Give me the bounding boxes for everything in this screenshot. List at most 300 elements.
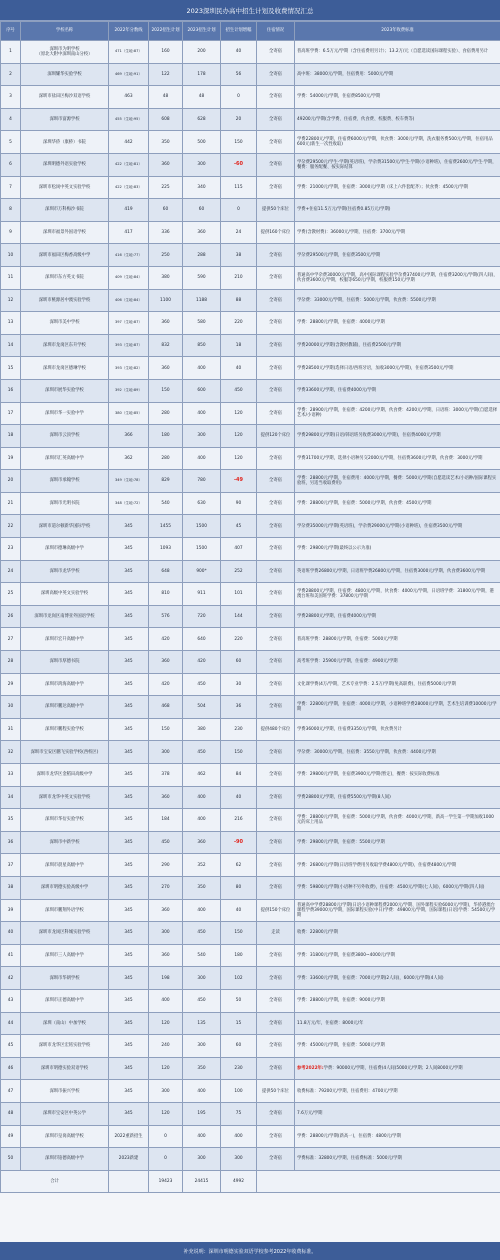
plan-increase: 216 — [221, 809, 257, 832]
column-header: 2022招生计划 — [149, 22, 183, 41]
total-empty — [257, 1170, 500, 1193]
fee-standard: 文化课学费(4万/学期，艺术专业学费：2.5万/学期(免高职费)，住宿费5000元/学期 — [295, 673, 500, 696]
plan-2022: 0 — [149, 1125, 183, 1148]
fee-standard: 学费：31800元/学期，住宿费3800~4000元/学期 — [295, 944, 500, 967]
column-header: 2022年分数线 — [109, 22, 149, 41]
fee-standard: 学费：28800元/学期，住宿费：5000元/学期，伙食费：4500元/学期 — [295, 492, 500, 515]
plan-increase: 220 — [221, 628, 257, 651]
school-name: 深圳明德外语实验学校 — [21, 153, 109, 176]
score-2022: 419 — [109, 199, 149, 222]
boarding: 全寄宿 — [257, 334, 295, 357]
table-row — [1, 1080, 500, 1103]
plan-2023: 780 — [183, 470, 221, 493]
fee-standard: 学费36000元/学期，住宿费3350元/学期，伙食费另计 — [295, 718, 500, 741]
table-row — [1, 1057, 500, 1080]
school-name: 深圳市龙华区宏铭实验学校 — [21, 1035, 109, 1058]
score-2022: 416（生地:77） — [109, 244, 149, 267]
fee-standard: 学费：29800元/学期(最终以公示为准) — [295, 538, 500, 561]
plan-increase: 220 — [221, 312, 257, 335]
score-2022: 345 — [109, 538, 149, 561]
table-row — [1, 876, 500, 899]
table-row — [1, 153, 500, 176]
school-name: 深圳市美中学校 — [21, 312, 109, 335]
plan-2023: 350 — [183, 1057, 221, 1080]
plan-2023: 420 — [183, 651, 221, 674]
plan-increase: 120 — [221, 402, 257, 425]
plan-2023: 400 — [183, 1125, 221, 1148]
fee-standard: 学费：28800元/学期，住宿费：9000元/学期 — [295, 989, 500, 1012]
plan-2022: 225 — [149, 176, 183, 199]
school-name: 深圳（南山）中加学校 — [21, 1012, 109, 1035]
school-name: 深圳市皇岗高级学校 — [21, 1125, 109, 1148]
school-name: 深圳市龙华区金稻田高级中学 — [21, 764, 109, 787]
school-name: 深圳市明德实验双语学校 — [21, 1057, 109, 1080]
row-number: 46 — [1, 1057, 21, 1080]
score-2022: 345 — [109, 1080, 149, 1103]
school-name: 深圳市桃源居中澳实验学校 — [21, 289, 109, 312]
score-2022: 345 — [109, 1102, 149, 1125]
table-row — [1, 199, 500, 222]
row-number: 14 — [1, 334, 21, 357]
plan-2023: 850 — [183, 334, 221, 357]
fee-standard: 学费：28800元/学期(新高一)，住宿费：4800元/学期 — [295, 1125, 500, 1148]
plan-2023: 135 — [183, 1012, 221, 1035]
plan-2023: 300 — [183, 1148, 221, 1171]
row-number: 34 — [1, 786, 21, 809]
plan-2022: 184 — [149, 809, 183, 832]
school-name: 深圳华侨（康桥）书院 — [21, 131, 109, 154]
boarding: 走读 — [257, 922, 295, 945]
plan-2023: 400 — [183, 447, 221, 470]
fee-standard: 学费31700元/学期，选择小语种另交2000元/学期，住宿费3600元/学期，伙食费：3000元/学期 — [295, 447, 500, 470]
plan-increase: 40 — [221, 357, 257, 380]
total-2022: 19423 — [149, 1170, 183, 1193]
plan-2022: 360 — [149, 899, 183, 922]
school-name: 深圳高级中英文实验学校 — [21, 583, 109, 606]
row-number: 47 — [1, 1080, 21, 1103]
boarding: 全寄宿 — [257, 108, 295, 131]
row-number: 12 — [1, 289, 21, 312]
school-name: 深圳市富源学校 — [21, 108, 109, 131]
plan-increase: 120 — [221, 447, 257, 470]
row-number: 17 — [1, 402, 21, 425]
table-row — [1, 786, 500, 809]
score-2022: 362 — [109, 447, 149, 470]
fee-standard: 学费：29800元/学期，住宿费3900元/学期(暂定)，餐费：按实际收费标准 — [295, 764, 500, 787]
row-number: 30 — [1, 696, 21, 719]
score-2022: 345 — [109, 1012, 149, 1035]
row-number: 16 — [1, 379, 21, 402]
boarding: 全寄宿 — [257, 944, 295, 967]
table-row — [1, 108, 500, 131]
plan-2023: 450 — [183, 673, 221, 696]
table-row — [1, 1125, 500, 1148]
plan-2022: 360 — [149, 651, 183, 674]
boarding: 全寄宿 — [257, 1035, 295, 1058]
school-name: 深圳市华一实验中学 — [21, 402, 109, 425]
boarding: 全寄宿 — [257, 583, 295, 606]
fee-standard: 普高班学费：28800元/学期，住宿费：5000元/学期 — [295, 628, 500, 651]
table-row — [1, 628, 500, 651]
plan-increase: 101 — [221, 583, 257, 606]
plan-2023: 600 — [183, 379, 221, 402]
plan-2022: 1093 — [149, 538, 183, 561]
plan-2022: 300 — [149, 741, 183, 764]
plan-2022: 280 — [149, 402, 183, 425]
table-row — [1, 967, 500, 990]
plan-2023: 630 — [183, 492, 221, 515]
school-name: 深圳市松岗中英文实验学校 — [21, 176, 109, 199]
score-2022: 393（生地:87） — [109, 334, 149, 357]
plan-2023: 48 — [183, 86, 221, 109]
plan-2023: 900* — [183, 560, 221, 583]
boarding: 提供160个床位 — [257, 221, 295, 244]
table-row — [1, 673, 500, 696]
table-row — [1, 492, 500, 515]
school-name: 深圳市华朗学校 — [21, 967, 109, 990]
plan-increase: 38 — [221, 244, 257, 267]
plan-2023: 288 — [183, 244, 221, 267]
boarding: 全寄宿 — [257, 809, 295, 832]
plan-2022: 60 — [149, 199, 183, 222]
table-row — [1, 266, 500, 289]
plan-increase: 450 — [221, 379, 257, 402]
fee-standard: 高中班：38000元/学期，住宿费用：5000元/学期 — [295, 63, 500, 86]
school-name: 深圳市龙华中英文实验学校 — [21, 786, 109, 809]
fee-standard: 学费28800元/学期，住宿费4000元/学期 — [295, 605, 500, 628]
fee-standard: 学费：21000元/学期，住宿费：3000元/学期（床上六件套配齐）；伙食费：4500元/学期 — [295, 176, 500, 199]
school-name: 深圳市龙岗区科城实验学校 — [21, 922, 109, 945]
plan-2022: 290 — [149, 854, 183, 877]
boarding: 全寄宿 — [257, 41, 295, 64]
plan-2022: 829 — [149, 470, 183, 493]
plan-increase: 18 — [221, 334, 257, 357]
fee-standard: 学费标准：32800元/学期，住宿费标准：5000元/学期 — [295, 1148, 500, 1171]
plan-2023: 540 — [183, 944, 221, 967]
score-2022: 345 — [109, 831, 149, 854]
fee-standard: 49200元/学期(含学费、住宿费、伙食费、校服费、校车费等) — [295, 108, 500, 131]
fee-standard: 学费22800元/学期，住宿费6000元/学期，伙食费：3000元/学期，洗衣服务费500元/学期，住宿用品600元(新生一次性收取) — [295, 131, 500, 154]
plan-2023: 580 — [183, 312, 221, 335]
plan-2023: 200 — [183, 41, 221, 64]
plan-2023: 350 — [183, 876, 221, 899]
table-row — [1, 560, 500, 583]
boarding: 全寄宿 — [257, 86, 295, 109]
plan-2022: 120 — [149, 1012, 183, 1035]
row-number: 38 — [1, 876, 21, 899]
boarding: 全寄宿 — [257, 854, 295, 877]
school-name: 深圳市厚德书院 — [21, 651, 109, 674]
plan-increase: 300 — [221, 1148, 257, 1171]
plan-increase: 40 — [221, 786, 257, 809]
plan-increase: 40 — [221, 41, 257, 64]
plan-2023: 462 — [183, 764, 221, 787]
fee-standard: 学费28800元/学期，住宿费：4800元/学期，伙食费：4000元/学期，日语班学费：31800元/学期，港澳台班和美国班学费：37800元/学期 — [295, 583, 500, 606]
fee-standard: 学费20000元/学期(含教材教辅)，住宿费2500元/学期 — [295, 334, 500, 357]
row-number: 32 — [1, 741, 21, 764]
table-row — [1, 651, 500, 674]
fee-standard: 学杂费：33000元/学期，住宿费：5000元/学期，伙食费：5500元/学期 — [295, 289, 500, 312]
score-2022: 469（生地:91） — [109, 63, 149, 86]
plan-2023: 300 — [183, 425, 221, 448]
school-name: 深圳耀华实验学校 — [21, 63, 109, 86]
fee-standard: 参考2022年:学费：90000元/学期，住宿费(4人间)5000元/学期；2人间8000元/学期 — [295, 1057, 500, 1080]
plan-2022: 300 — [149, 1080, 183, 1103]
plan-2023: 640 — [183, 628, 221, 651]
boarding: 全寄宿 — [257, 131, 295, 154]
school-name: 深圳市鹏程实验学校 — [21, 718, 109, 741]
score-2022: 345 — [109, 628, 149, 651]
fee-standard: 学费33600元/学期，住宿费4000元/学期 — [295, 379, 500, 402]
fee-standard: 学费：54000元/学期，住宿费8500元/学期 — [295, 86, 500, 109]
table-row — [1, 831, 500, 854]
row-number: 26 — [1, 605, 21, 628]
school-name: 深圳市光明书院 — [21, 492, 109, 515]
row-number: 20 — [1, 470, 21, 493]
plan-increase: -90 — [221, 831, 257, 854]
plan-2022: 150 — [149, 379, 183, 402]
table-row — [1, 764, 500, 787]
table-body — [1, 41, 500, 1193]
plan-2022: 576 — [149, 605, 183, 628]
row-number: 39 — [1, 899, 21, 922]
fee-standard: 学费+住宿11.5万元/学期(住宿费0.85万元/学期) — [295, 199, 500, 222]
plan-2022: 608 — [149, 108, 183, 131]
school-name: 深圳市道尔顿新华国际学校 — [21, 515, 109, 538]
school-name: 深圳市云顶学校 — [21, 425, 109, 448]
row-number: 44 — [1, 1012, 21, 1035]
table-row — [1, 334, 500, 357]
score-2022: 345 — [109, 673, 149, 696]
table-row — [1, 922, 500, 945]
row-number: 4 — [1, 108, 21, 131]
plan-increase: 0 — [221, 199, 257, 222]
fee-standard: 学费29800元/学期(日语/韩语班另收费3000元/学期)，住宿费4000元/学期 — [295, 425, 500, 448]
plan-increase: 115 — [221, 176, 257, 199]
score-2022: 345 — [109, 696, 149, 719]
row-number: 13 — [1, 312, 21, 335]
plan-increase: 102 — [221, 967, 257, 990]
plan-2022: 1455 — [149, 515, 183, 538]
boarding: 全寄宿 — [257, 470, 295, 493]
plan-increase: 20 — [221, 108, 257, 131]
plan-2022: 1100 — [149, 289, 183, 312]
plan-2022: 120 — [149, 1057, 183, 1080]
score-2022: 392（生地:89） — [109, 379, 149, 402]
plan-2022: 280 — [149, 447, 183, 470]
plan-2022: 360 — [149, 312, 183, 335]
plan-2023: 60 — [183, 199, 221, 222]
table-row — [1, 425, 500, 448]
column-header: 学校名称 — [21, 22, 109, 41]
table-row — [1, 221, 500, 244]
row-number: 37 — [1, 854, 21, 877]
boarding: 全寄宿 — [257, 402, 295, 425]
score-2022: 345 — [109, 1057, 149, 1080]
plan-2023: 380 — [183, 718, 221, 741]
table-row — [1, 1012, 500, 1035]
row-number: 22 — [1, 515, 21, 538]
row-number: 11 — [1, 266, 21, 289]
row-number: 23 — [1, 538, 21, 561]
plan-2022: 0 — [149, 1148, 183, 1171]
table-row — [1, 696, 500, 719]
row-number: 15 — [1, 357, 21, 380]
footnote: 补充说明：深圳市明德实验双语学校参考2022年收费标准。 — [0, 1242, 500, 1260]
plan-2023: 195 — [183, 1102, 221, 1125]
plan-increase: 120 — [221, 425, 257, 448]
score-2022: 345 — [109, 944, 149, 967]
table-row — [1, 515, 500, 538]
boarding: 全寄宿 — [257, 605, 295, 628]
plan-2022: 240 — [149, 1035, 183, 1058]
boarding: 提供50个床位 — [257, 1080, 295, 1103]
score-2022: 380（生地:85） — [109, 402, 149, 425]
plan-increase: 30 — [221, 673, 257, 696]
score-2022: 345 — [109, 967, 149, 990]
score-2022: 397（生地:87） — [109, 312, 149, 335]
total-increase: 4992 — [221, 1170, 257, 1193]
plan-increase: 56 — [221, 63, 257, 86]
score-2022: 345 — [109, 786, 149, 809]
plan-increase: 75 — [221, 1102, 257, 1125]
boarding: 全寄宿 — [257, 357, 295, 380]
plan-2022: 198 — [149, 967, 183, 990]
plan-increase: 407 — [221, 538, 257, 561]
school-name: 深圳市三人高级中学 — [21, 944, 109, 967]
column-header: 2023年收费标准 — [295, 22, 500, 41]
row-number: 50 — [1, 1148, 21, 1171]
school-name: 深圳市宝安区鹏飞实验学校(西校区) — [21, 741, 109, 764]
plan-2023: 400 — [183, 786, 221, 809]
score-2022: 345 — [109, 899, 149, 922]
plan-2022: 468 — [149, 696, 183, 719]
column-header: 序号 — [1, 22, 21, 41]
plan-2023: 628 — [183, 108, 221, 131]
plan-increase: 100 — [221, 1080, 257, 1103]
boarding: 全寄宿 — [257, 989, 295, 1012]
table-row — [1, 41, 500, 64]
row-number: 45 — [1, 1035, 21, 1058]
plan-2023: 360 — [183, 831, 221, 854]
fee-standard: 学费：28800元/学期，住宿费：5000元/学期，伙食费：4000元/学期，新高一学生第一学期加收1000元的床上用品 — [295, 809, 500, 832]
fee-standard: 普通高中学杂费30000元/学期，高中国际课程实验学杂费37400元/学期，住宿费3200元/学期(四人间)，伙食费3600元/学期，校服等650元/学期，校服费150元/学期 — [295, 266, 500, 289]
plan-2022: 350 — [149, 131, 183, 154]
plan-2022: 832 — [149, 334, 183, 357]
plan-increase: 90 — [221, 492, 257, 515]
score-2022: 345 — [109, 764, 149, 787]
score-2022: 348（生地:72） — [109, 492, 149, 515]
plan-2023: 400 — [183, 357, 221, 380]
school-name: 深圳市福田区梅香高级中学 — [21, 244, 109, 267]
plan-increase: 400 — [221, 1125, 257, 1148]
school-name: 深圳市鸿海高级中学 — [21, 673, 109, 696]
row-number: 36 — [1, 831, 21, 854]
plan-2023: 590 — [183, 266, 221, 289]
boarding: 全寄宿 — [257, 628, 295, 651]
school-name: 深圳市晨星高级中学 — [21, 854, 109, 877]
table-row — [1, 244, 500, 267]
plan-increase: 150 — [221, 741, 257, 764]
boarding: 全寄宿 — [257, 538, 295, 561]
table-row — [1, 176, 500, 199]
table-row — [1, 718, 500, 741]
row-number: 9 — [1, 221, 21, 244]
score-2022: 409（生地:84） — [109, 266, 149, 289]
row-number: 24 — [1, 560, 21, 583]
row-number: 48 — [1, 1102, 21, 1125]
total-2023: 24415 — [183, 1170, 221, 1193]
fee-standard: 学杂费：30000元/学期，住宿费：3550元/学期，伙食费：4400元/学期 — [295, 741, 500, 764]
score-2022: 345 — [109, 718, 149, 741]
score-2022: 345 — [109, 1035, 149, 1058]
school-name: 深圳市宏升高级中学 — [21, 628, 109, 651]
column-header: 2023招生计划 — [183, 22, 221, 41]
row-number: 28 — [1, 651, 21, 674]
plan-2023: 1500 — [183, 515, 221, 538]
fee-standard: 学费28800元/学期，住宿费5500元/学期(8人间) — [295, 786, 500, 809]
fee-standard: 学费：28800元/学期，住宿费：4000元/学期 — [295, 312, 500, 335]
row-number: 2 — [1, 63, 21, 86]
column-header: 住宿情况 — [257, 22, 295, 41]
plan-2023: 300 — [183, 1035, 221, 1058]
boarding: 全寄宿 — [257, 447, 295, 470]
plan-2023: 400 — [183, 809, 221, 832]
row-number: 8 — [1, 199, 21, 222]
boarding: 全寄宿 — [257, 289, 295, 312]
boarding: 全寄宿 — [257, 673, 295, 696]
plan-increase: -49 — [221, 470, 257, 493]
plan-2023: 450 — [183, 989, 221, 1012]
plan-2023: 300 — [183, 967, 221, 990]
plan-2023: 450 — [183, 741, 221, 764]
plan-2022: 270 — [149, 876, 183, 899]
table-row — [1, 312, 500, 335]
plan-2022: 648 — [149, 560, 183, 583]
plan-2022: 122 — [149, 63, 183, 86]
row-number: 29 — [1, 673, 21, 696]
boarding: 全寄宿 — [257, 379, 295, 402]
table-row — [1, 1035, 500, 1058]
table-row — [1, 357, 500, 380]
boarding: 提供120个床位 — [257, 425, 295, 448]
fee-standard: 学费：33600元/学期，住宿费：7000元/学期(2人间)，6000元/学期(4人间) — [295, 967, 500, 990]
row-number: 27 — [1, 628, 21, 651]
plan-increase: 0 — [221, 86, 257, 109]
score-2022: 463 — [109, 86, 149, 109]
row-number: 18 — [1, 425, 21, 448]
boarding: 全寄宿 — [257, 696, 295, 719]
score-2022: 2023新建 — [109, 1148, 149, 1171]
boarding: 全寄宿 — [257, 1012, 295, 1035]
plan-2022: 810 — [149, 583, 183, 606]
score-2022: 345 — [109, 922, 149, 945]
plan-2022: 120 — [149, 1102, 183, 1125]
score-2022: 345 — [109, 854, 149, 877]
fee-standard: 11.8万元/年，住宿费：8000元/年 — [295, 1012, 500, 1035]
score-2022: 345 — [109, 651, 149, 674]
plan-2022: 360 — [149, 944, 183, 967]
fee-standard: 学杂费35000元/学期(英语班)，学杂费29000元/学期(小语种班)，住宿费3500元/学期 — [295, 515, 500, 538]
plan-2022: 400 — [149, 989, 183, 1012]
boarding: 全寄宿 — [257, 176, 295, 199]
plan-2023: 500 — [183, 131, 221, 154]
boarding: 全寄宿 — [257, 651, 295, 674]
score-2022: 471（生地:87） — [109, 41, 149, 64]
fee-standard: 学费：26800元/学期(日语班学费用另收取学费4800元/学期)，住宿费4800元/学期 — [295, 854, 500, 877]
fee-standard: 收费标准：79200元/学期，住宿费用：4700元/学期 — [295, 1080, 500, 1103]
school-name: 深圳市中新学校 — [21, 831, 109, 854]
